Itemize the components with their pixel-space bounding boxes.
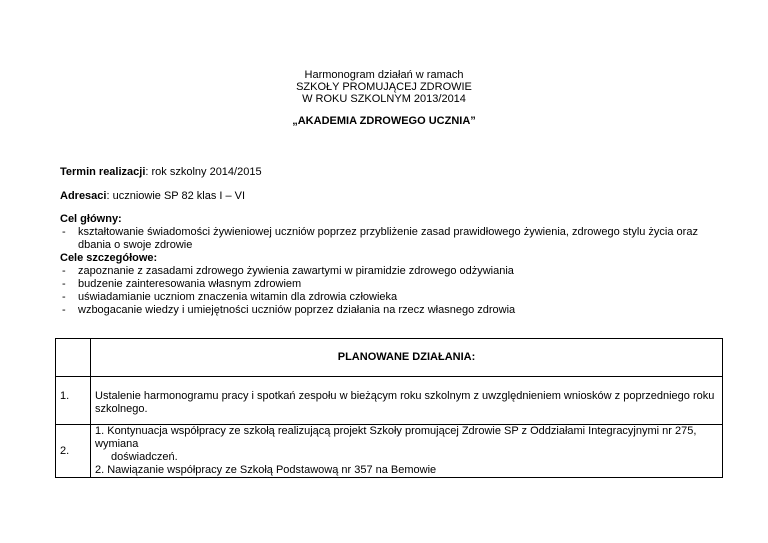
row-number: 1. bbox=[56, 377, 91, 425]
row-line: Ustalenie harmonogramu pracy i spotkań zespołu w bieżącym roku szkolnym z uwzględnieniem wniosków z poprzedniego roku szkolnego. bbox=[95, 390, 715, 415]
document-header bbox=[0, 69, 768, 105]
table-row bbox=[56, 377, 723, 425]
header-line-2: SZKOŁY PROMUJĄCEJ ZDROWIE bbox=[296, 81, 472, 93]
cel-glowny-label: Cel główny: bbox=[60, 213, 122, 225]
termin-realizacji bbox=[60, 166, 720, 179]
adresaci bbox=[60, 190, 720, 203]
table-row bbox=[56, 425, 723, 478]
row-line: 2. Nawiązanie współpracy ze Szkołą Podstawową nr 357 na Bemowie bbox=[95, 464, 437, 476]
document-subtitle: „AKADEMIA ZDROWEGO UCZNIA” bbox=[292, 115, 476, 127]
row-number: 2. bbox=[56, 425, 91, 478]
termin-value: : rok szkolny 2014/2015 bbox=[145, 166, 262, 178]
row-line: 1. Kontynuacja współpracy ze szkołą realizującą projekt Szkoły promującej Zdrowie SP z Oddziałami Integracyjnymi nr 275, wymiana bbox=[95, 425, 697, 450]
cele-szczegolowe-label: Cele szczegółowe: bbox=[60, 252, 158, 264]
header-line-3: W ROKU SZKOLNYM 2013/2014 bbox=[302, 93, 466, 105]
header-empty-cell bbox=[56, 339, 91, 377]
table-header-row bbox=[56, 339, 723, 377]
adresaci-label: Adresaci bbox=[60, 190, 107, 202]
cele-szczegolowe-list bbox=[60, 265, 720, 317]
actions-table bbox=[55, 338, 723, 478]
row-text bbox=[91, 377, 723, 425]
list-item: - uświadamianie uczniom znaczenia witamin dla zdrowia człowieka bbox=[60, 291, 720, 304]
cele bbox=[60, 213, 720, 317]
row-text bbox=[91, 425, 723, 478]
termin-label: Termin realizacji bbox=[60, 166, 146, 178]
header-line-1: Harmonogram działań w ramach bbox=[304, 69, 464, 81]
list-item: - budzenie zainteresowania własnym zdrowiem bbox=[60, 278, 720, 291]
cel-glowny-list bbox=[60, 226, 720, 252]
list-item: - kształtowanie świadomości żywieniowej uczniów poprzez przybliżenie zasad prawidłowego żywienia, zdrowego stylu życia oraz dbania o swoje zdrowie bbox=[60, 226, 720, 252]
table-header: PLANOWANE DZIAŁANIA: bbox=[91, 339, 723, 377]
row-line: doświadczeń. bbox=[111, 451, 178, 463]
list-item: - wzbogacanie wiedzy i umiejętności uczniów poprzez działania na rzecz własnego zdrowia bbox=[60, 304, 720, 317]
list-item: - zapoznanie z zasadami zdrowego żywienia zawartymi w piramidzie zdrowego odżywiania bbox=[60, 265, 720, 278]
adresaci-value: : uczniowie SP 82 klas I – VI bbox=[106, 190, 246, 202]
